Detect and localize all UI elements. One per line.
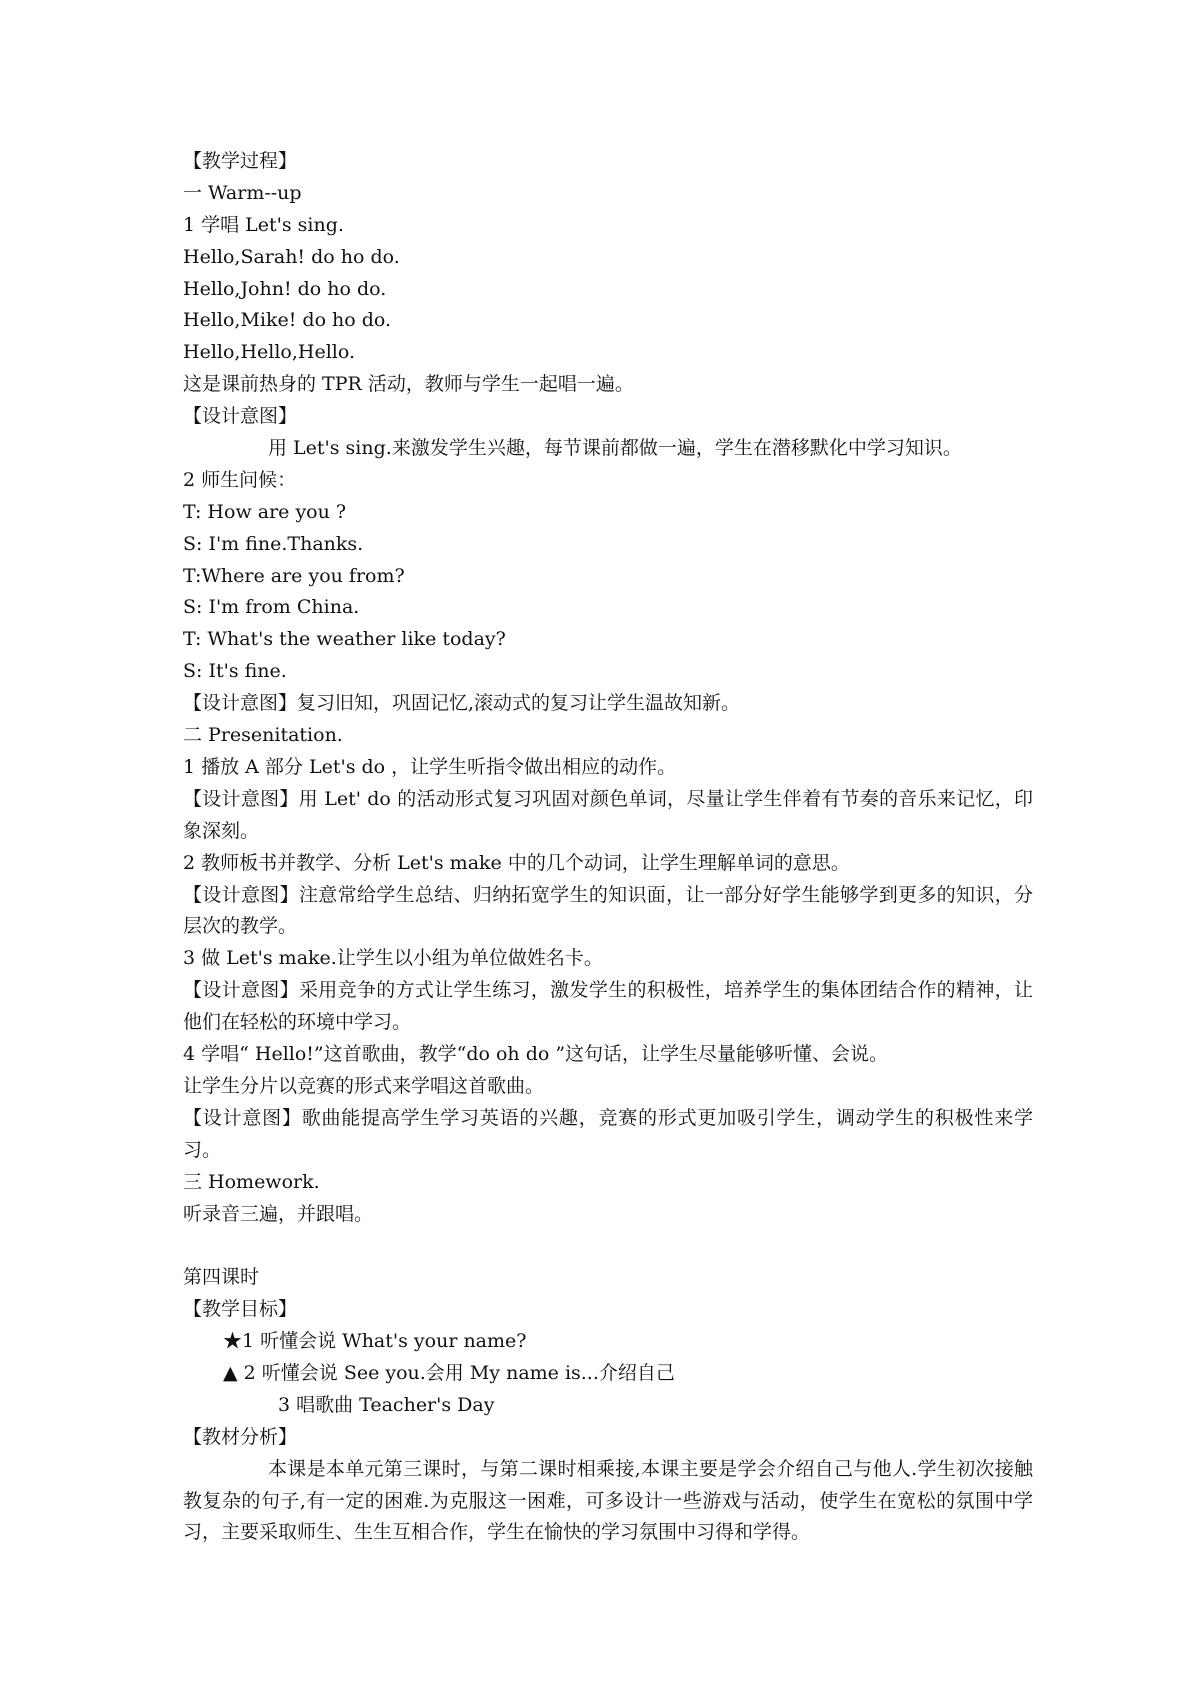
dialogue-line: T:Where are you from? — [183, 564, 405, 587]
song-line: Hello,John! do ho do. — [183, 277, 387, 300]
lesson-title: 第四课时 — [183, 1266, 260, 1289]
text-line: 3 做 Let's make.让学生以小组为单位做姓名卡。 — [183, 947, 603, 970]
text-line: 听录音三遍，并跟唱。 — [183, 1202, 374, 1225]
objective-item: ▲ 2 听懂会说 See you.会用 My name is...介绍自己 — [223, 1361, 675, 1384]
song-line: Hello,Mike! do ho do. — [183, 309, 392, 332]
text-line: 1 播放 A 部分 Let's do ，让学生听指令做出相应的动作。 — [183, 755, 677, 778]
dialogue-line: T: How are you ? — [183, 500, 347, 523]
design-intent: 【设计意图】歌曲能提高学生学习英语的兴趣，竞赛的形式更加吸引学生，调动学生的积极性来学习。 — [183, 1106, 1033, 1161]
song-line: Hello,Hello,Hello. — [183, 341, 356, 364]
design-intent: 【设计意图】注意常给学生总结、归纳拓宽学生的知识面，让一部分好学生能够学到更多的知识，分层次的教学。 — [183, 883, 1033, 938]
document-body — [183, 146, 1033, 1549]
section-heading: 【设计意图】 — [183, 405, 298, 428]
paragraph: 本课是本单元第三课时，与第二课时相乘接,本课主要是学会介绍自己与他人.学生初次接触教复杂的句子,有一定的困难.为克服这一困难，可多设计一些游戏与活动，使学生在宽松的氛围中学习，主要采取师生、生生互相合作，学生在愉快的学习氛围中习得和学得。 — [183, 1457, 1033, 1544]
dialogue-line: S: I'm from China. — [183, 596, 360, 619]
text-line: 1 学唱 Let's sing. — [183, 213, 344, 236]
section-heading: 【教学过程】 — [183, 150, 298, 172]
section-heading: 【教材分析】 — [183, 1425, 298, 1448]
text-line: 让学生分片以竞赛的形式来学唱这首歌曲。 — [183, 1074, 545, 1097]
text-line: 2 教师板书并教学、分析 Let's make 中的几个动词，让学生理解单词的意思。 — [183, 851, 850, 874]
subsection-heading: 三 Homework. — [183, 1170, 320, 1193]
design-intent: 【设计意图】采用竞争的方式让学生练习，激发学生的积极性，培养学生的集体团结合作的精神，让他们在轻松的环境中学习。 — [183, 979, 1033, 1034]
song-line: Hello,Sarah! do ho do. — [183, 245, 400, 268]
dialogue-line: S: I'm fine.Thanks. — [183, 532, 364, 555]
objective-item: ★1 听懂会说 What's your name? — [223, 1330, 527, 1353]
design-intent: 【设计意图】复习旧知，巩固记忆,滚动式的复习让学生温故知新。 — [183, 692, 741, 715]
subsection-heading: 一 Warm--up — [183, 181, 302, 204]
text-line: 这是课前热身的 TPR 活动，教师与学生一起唱一遍。 — [183, 373, 634, 396]
objective-item: 3 唱歌曲 Teacher's Day — [278, 1393, 495, 1416]
text-line: 4 学唱“ Hello!”这首歌曲，教学“do oh do ”这句话，让学生尽量能够听懂、会说。 — [183, 1043, 889, 1066]
subsection-heading: 二 Presenitation. — [183, 724, 343, 747]
design-intent: 【设计意图】用 Let' do 的活动形式复习巩固对颜色单词，尽量让学生伴着有节奏的音乐来记忆，印象深刻。 — [183, 787, 1033, 842]
paragraph: 用 Let's sing.来激发学生兴趣，每节课前都做一遍，学生在潜移默化中学习知识。 — [268, 437, 962, 460]
text-line: 2 师生问候： — [183, 468, 297, 491]
section-heading: 【教学目标】 — [183, 1298, 298, 1321]
dialogue-line: T: What's the weather like today? — [183, 628, 506, 651]
blank-line — [183, 1230, 1033, 1262]
dialogue-line: S: It's fine. — [183, 660, 287, 683]
